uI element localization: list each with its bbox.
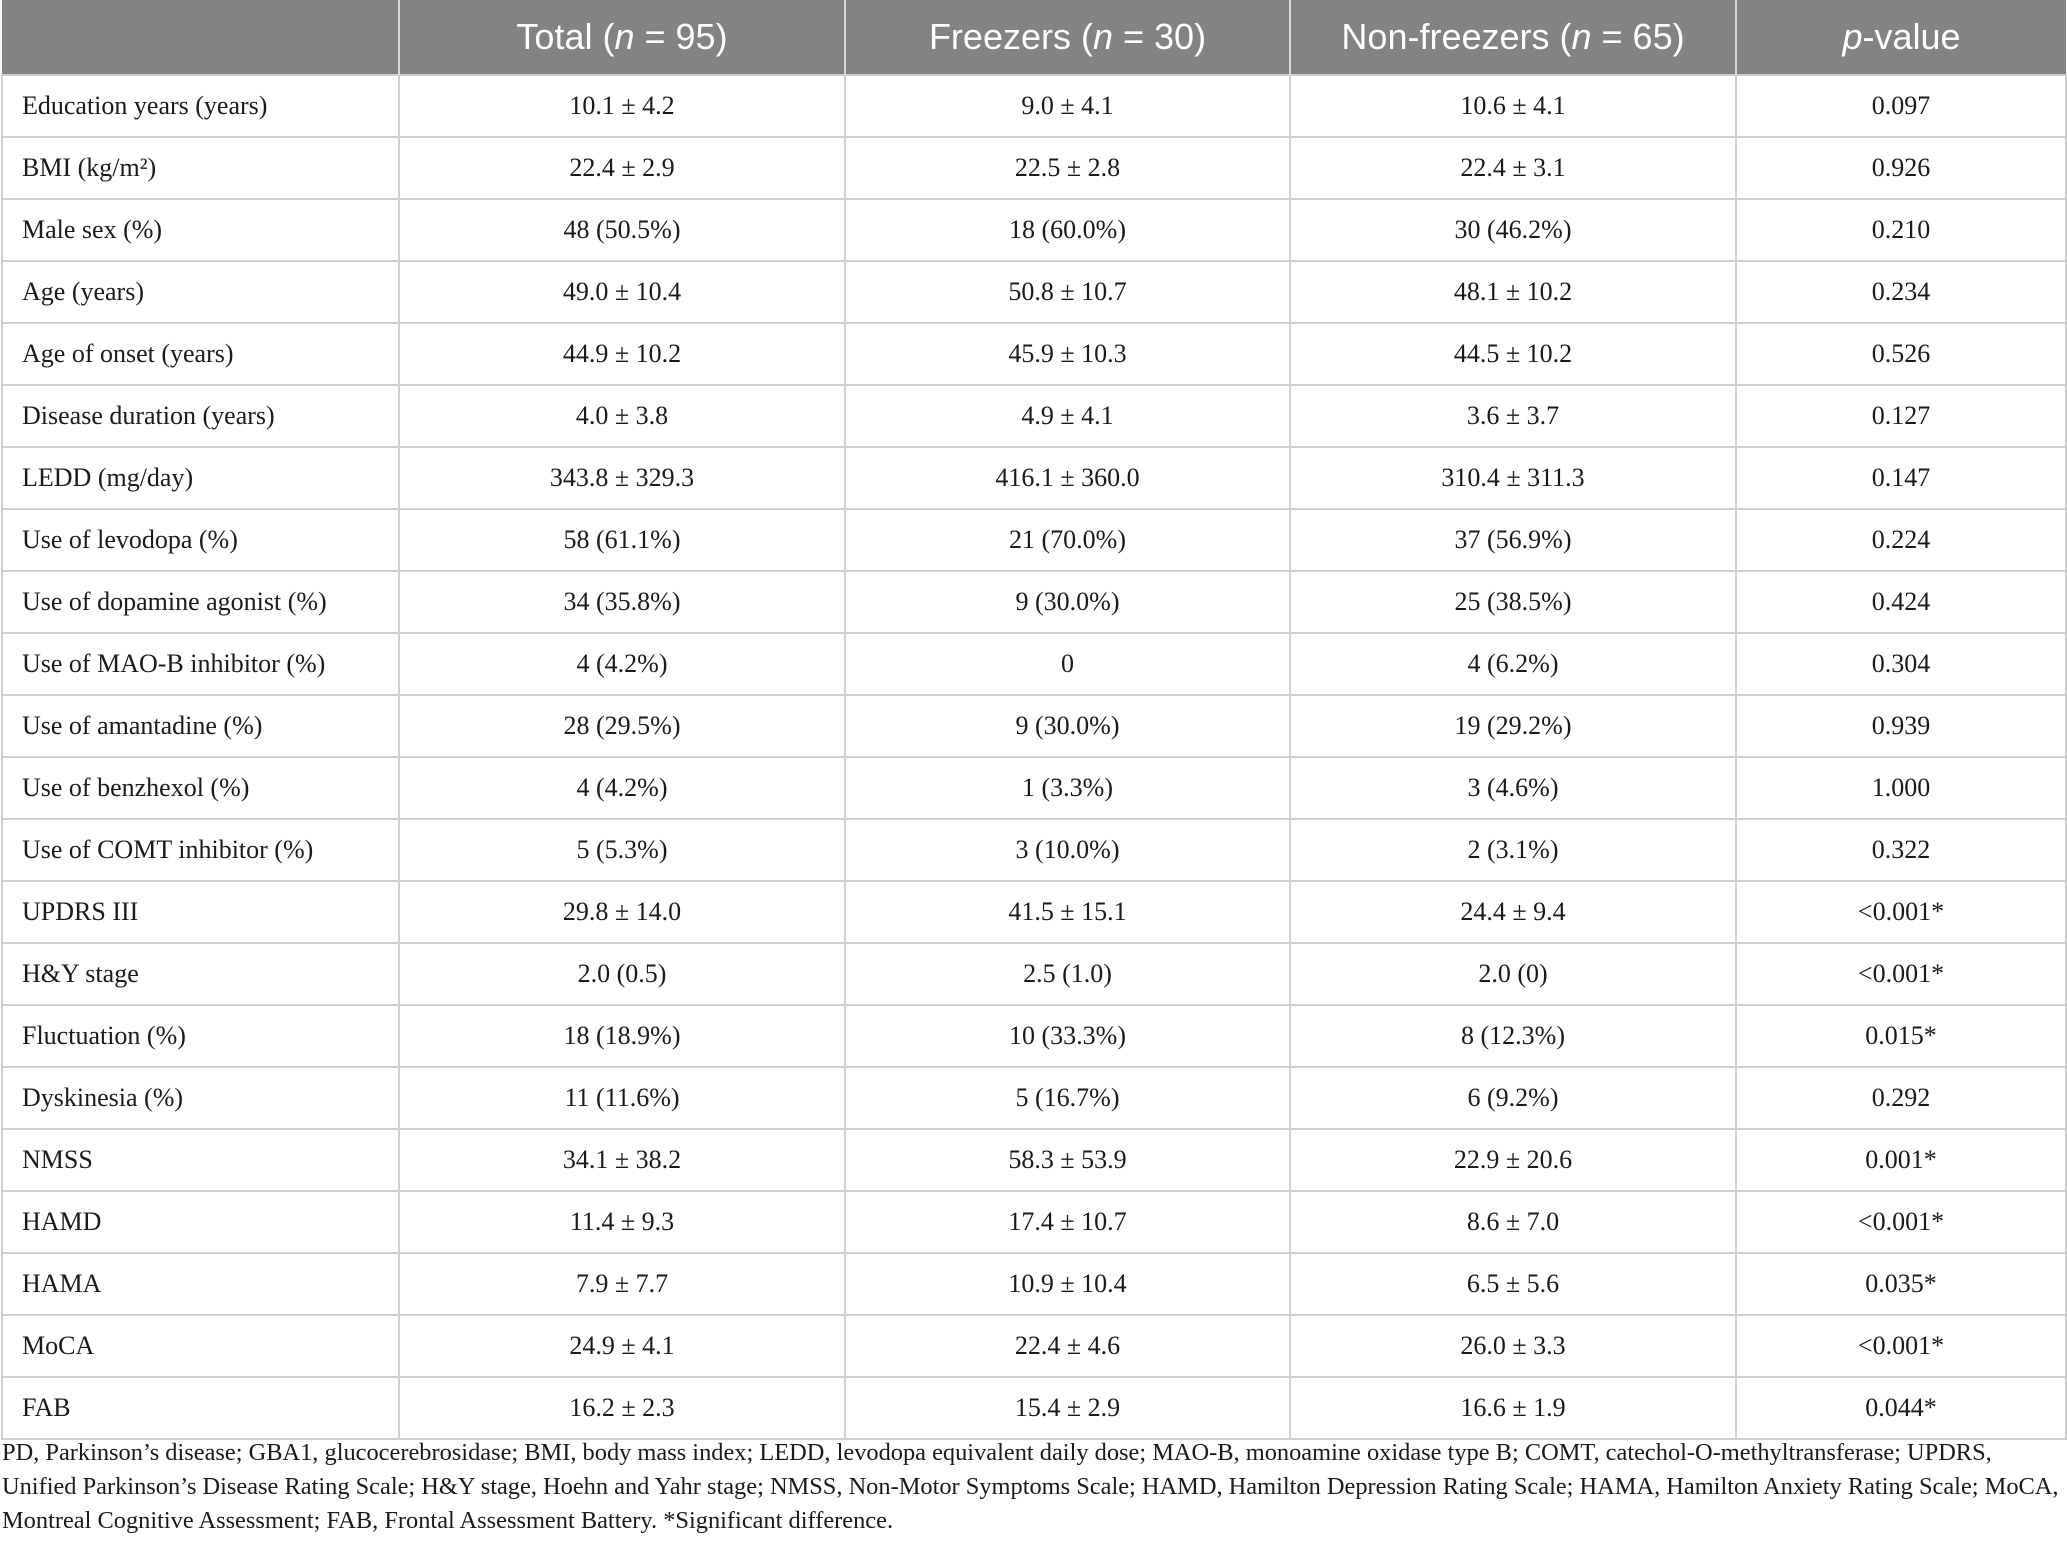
cell-freezers: 21 (70.0%) [845,509,1290,571]
cell-pvalue: 0.926 [1736,137,2066,199]
cell-freezers: 2.5 (1.0) [845,943,1290,1005]
cell-total: 22.4 ± 2.9 [399,137,845,199]
cell-variable: Fluctuation (%) [2,1005,399,1067]
header-pvalue-var: p [1842,16,1863,57]
cell-pvalue: 0.210 [1736,199,2066,261]
header-freezers [845,0,1290,75]
cell-freezers: 17.4 ± 10.7 [845,1191,1290,1253]
cell-variable: Use of COMT inhibitor (%) [2,819,399,881]
cell-pvalue: 1.000 [1736,757,2066,819]
header-pvalue [1736,0,2066,75]
table-row [2,819,2066,881]
cell-freezers: 416.1 ± 360.0 [845,447,1290,509]
cell-pvalue: 0.224 [1736,509,2066,571]
cell-total: 49.0 ± 10.4 [399,261,845,323]
cell-pvalue: 0.147 [1736,447,2066,509]
header-total-var: n [614,16,635,57]
cell-variable: Use of dopamine agonist (%) [2,571,399,633]
cell-pvalue: 0.526 [1736,323,2066,385]
cell-nonfreezers: 37 (56.9%) [1290,509,1736,571]
cell-variable: Disease duration (years) [2,385,399,447]
cell-freezers: 10.9 ± 10.4 [845,1253,1290,1315]
header-nonfreezers [1290,0,1736,75]
cell-total: 16.2 ± 2.3 [399,1377,845,1439]
cell-variable: Use of amantadine (%) [2,695,399,757]
table-row [2,695,2066,757]
cell-total: 4.0 ± 3.8 [399,385,845,447]
table-row [2,199,2066,261]
cell-nonfreezers: 30 (46.2%) [1290,199,1736,261]
cell-variable: LEDD (mg/day) [2,447,399,509]
cell-pvalue: 0.097 [1736,75,2066,137]
table-row [2,261,2066,323]
cell-nonfreezers: 6.5 ± 5.6 [1290,1253,1736,1315]
cell-nonfreezers: 2 (3.1%) [1290,819,1736,881]
cell-variable: BMI (kg/m²) [2,137,399,199]
table-row [2,1315,2066,1377]
cell-freezers: 41.5 ± 15.1 [845,881,1290,943]
cell-total: 7.9 ± 7.7 [399,1253,845,1315]
cell-nonfreezers: 16.6 ± 1.9 [1290,1377,1736,1439]
cell-freezers: 22.4 ± 4.6 [845,1315,1290,1377]
cell-freezers: 45.9 ± 10.3 [845,323,1290,385]
cell-nonfreezers: 48.1 ± 10.2 [1290,261,1736,323]
header-nonfreezers-var: n [1571,16,1592,57]
table-row [2,1005,2066,1067]
header-nonfreezers-prefix: Non-freezers ( [1341,16,1572,57]
table-row [2,323,2066,385]
header-total-suffix: = 95) [634,16,728,57]
cell-freezers: 9 (30.0%) [845,571,1290,633]
cell-freezers: 0 [845,633,1290,695]
cell-total: 58 (61.1%) [399,509,845,571]
cell-pvalue: 0.234 [1736,261,2066,323]
cell-pvalue: 0.304 [1736,633,2066,695]
table-row [2,571,2066,633]
cell-pvalue: 0.001* [1736,1129,2066,1191]
cell-total: 48 (50.5%) [399,199,845,261]
cell-total: 18 (18.9%) [399,1005,845,1067]
table-row [2,509,2066,571]
header-nonfreezers-suffix: = 65) [1591,16,1685,57]
cell-pvalue: 0.292 [1736,1067,2066,1129]
cell-variable: Use of levodopa (%) [2,509,399,571]
cell-pvalue: <0.001* [1736,881,2066,943]
header-row [2,0,2066,75]
header-freezers-prefix: Freezers ( [928,16,1093,57]
cell-nonfreezers: 6 (9.2%) [1290,1067,1736,1129]
cell-freezers: 4.9 ± 4.1 [845,385,1290,447]
table-row [2,1253,2066,1315]
cell-total: 29.8 ± 14.0 [399,881,845,943]
cell-nonfreezers: 4 (6.2%) [1290,633,1736,695]
cell-total: 34 (35.8%) [399,571,845,633]
cell-variable: Dyskinesia (%) [2,1067,399,1129]
cell-pvalue: 0.035* [1736,1253,2066,1315]
cell-pvalue: 0.424 [1736,571,2066,633]
cell-total: 24.9 ± 4.1 [399,1315,845,1377]
table-row [2,447,2066,509]
cell-freezers: 18 (60.0%) [845,199,1290,261]
cell-freezers: 58.3 ± 53.9 [845,1129,1290,1191]
cell-nonfreezers: 22.9 ± 20.6 [1290,1129,1736,1191]
cell-freezers: 9 (30.0%) [845,695,1290,757]
table-row [2,385,2066,447]
table-body [2,75,2066,1439]
cell-variable: HAMA [2,1253,399,1315]
cell-nonfreezers: 10.6 ± 4.1 [1290,75,1736,137]
cell-variable: MoCA [2,1315,399,1377]
cell-nonfreezers: 22.4 ± 3.1 [1290,137,1736,199]
header-total [399,0,845,75]
cell-variable: FAB [2,1377,399,1439]
table-footnote: PD, Parkinson’s disease; GBA1, glucocerebrosidase; BMI, body mass index; LEDD, levodopa equivalent daily dose; MAO-B, monoamine oxidase type B; COMT, catechol-O-methyltransferase; UPDRS, Unified Parkinson’s Disease Rating Scale; H&Y stage, Hoehn and Yahr stage; NMSS, Non-Motor Symptoms Scale; HAMD, Hamilton Depression Rating Scale; HAMA, Hamilton Anxiety Rating Scale; MoCA, Montreal Cognitive Assessment; FAB, Frontal Assessment Battery. *Significant difference. [2,1439,2059,1534]
cell-pvalue: <0.001* [1736,1191,2066,1253]
cell-total: 11.4 ± 9.3 [399,1191,845,1253]
cell-freezers: 10 (33.3%) [845,1005,1290,1067]
table-row [2,943,2066,1005]
cell-freezers: 9.0 ± 4.1 [845,75,1290,137]
cell-freezers: 3 (10.0%) [845,819,1290,881]
cell-nonfreezers: 8 (12.3%) [1290,1005,1736,1067]
cell-freezers: 22.5 ± 2.8 [845,137,1290,199]
cell-variable: HAMD [2,1191,399,1253]
cell-pvalue: 0.127 [1736,385,2066,447]
table-row [2,757,2066,819]
cell-variable: NMSS [2,1129,399,1191]
cell-pvalue: <0.001* [1736,943,2066,1005]
cell-pvalue: <0.001* [1736,1315,2066,1377]
cell-total: 5 (5.3%) [399,819,845,881]
table-row [2,1377,2066,1439]
header-pvalue-suffix: -value [1862,16,1961,57]
table-header [2,0,2066,75]
header-total-prefix: Total ( [516,16,615,57]
cell-variable: Education years (years) [2,75,399,137]
table-row [2,633,2066,695]
cell-variable: Use of benzhexol (%) [2,757,399,819]
cell-variable: H&Y stage [2,943,399,1005]
cell-variable: Age (years) [2,261,399,323]
table-row [2,1129,2066,1191]
cell-pvalue: 0.322 [1736,819,2066,881]
cell-total: 4 (4.2%) [399,633,845,695]
cell-nonfreezers: 25 (38.5%) [1290,571,1736,633]
cell-variable: Male sex (%) [2,199,399,261]
cell-freezers: 1 (3.3%) [845,757,1290,819]
cell-freezers: 5 (16.7%) [845,1067,1290,1129]
cell-total: 44.9 ± 10.2 [399,323,845,385]
table-row [2,1191,2066,1253]
cell-pvalue: 0.939 [1736,695,2066,757]
cell-pvalue: 0.044* [1736,1377,2066,1439]
cell-total: 11 (11.6%) [399,1067,845,1129]
cell-nonfreezers: 3.6 ± 3.7 [1290,385,1736,447]
cell-freezers: 15.4 ± 2.9 [845,1377,1290,1439]
cell-nonfreezers: 3 (4.6%) [1290,757,1736,819]
header-variable [2,0,399,75]
cell-total: 4 (4.2%) [399,757,845,819]
cell-total: 343.8 ± 329.3 [399,447,845,509]
cell-nonfreezers: 310.4 ± 311.3 [1290,447,1736,509]
table-row [2,1067,2066,1129]
cell-total: 2.0 (0.5) [399,943,845,1005]
cell-variable: UPDRS III [2,881,399,943]
header-freezers-var: n [1092,16,1113,57]
cell-total: 34.1 ± 38.2 [399,1129,845,1191]
cell-total: 10.1 ± 4.2 [399,75,845,137]
cell-variable: Age of onset (years) [2,323,399,385]
table-row [2,881,2066,943]
cell-nonfreezers: 2.0 (0) [1290,943,1736,1005]
cell-nonfreezers: 26.0 ± 3.3 [1290,1315,1736,1377]
cell-nonfreezers: 19 (29.2%) [1290,695,1736,757]
characteristics-table [1,0,2067,1440]
cell-freezers: 50.8 ± 10.7 [845,261,1290,323]
cell-nonfreezers: 24.4 ± 9.4 [1290,881,1736,943]
header-freezers-suffix: = 30) [1113,16,1207,57]
cell-variable: Use of MAO-B inhibitor (%) [2,633,399,695]
table-row [2,75,2066,137]
table-row [2,137,2066,199]
cell-total: 28 (29.5%) [399,695,845,757]
cell-nonfreezers: 44.5 ± 10.2 [1290,323,1736,385]
cell-nonfreezers: 8.6 ± 7.0 [1290,1191,1736,1253]
cell-pvalue: 0.015* [1736,1005,2066,1067]
